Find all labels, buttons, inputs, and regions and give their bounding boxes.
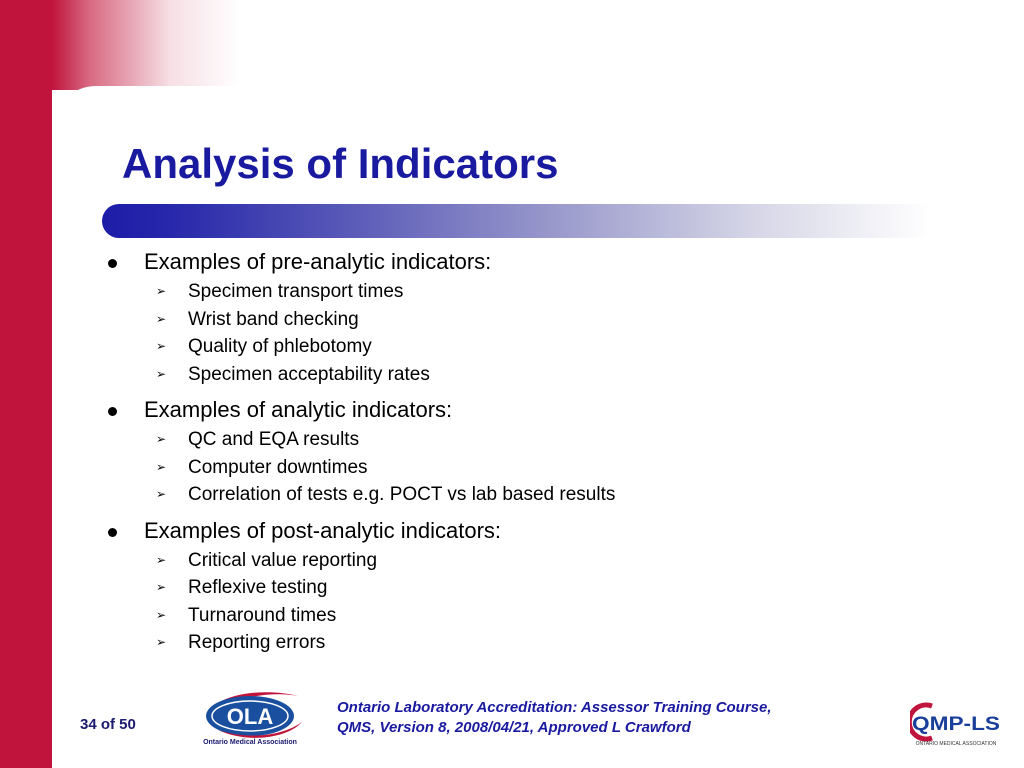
arrow-bullet-icon: ➢ [156,635,167,649]
left-accent-bar [0,0,52,768]
sub-bullet-item [100,454,980,482]
sub-bullet-text: Computer downtimes [188,456,368,478]
bullet-icon [108,259,117,268]
ola-logo-caption: Ontario Medical Association [203,739,297,746]
slide-body [100,246,980,663]
qmp-logo-caption: ONTARIO MEDICAL ASSOCIATION [915,741,997,747]
arrow-bullet-icon: ➢ [156,552,167,567]
sub-bullet-item [100,602,980,630]
slide-title: Analysis of Indicators [122,140,559,187]
sub-bullet-item [100,481,980,509]
footer-text [337,698,772,738]
arrow-bullet-icon: ➢ [156,311,167,326]
sub-bullet-item [100,278,980,306]
title-underline-bar [102,204,930,238]
sub-bullet-item [100,306,980,334]
sub-bullet-text: Critical value reporting [188,549,378,571]
sub-bullet-item [100,547,980,575]
ola-logo-text: OLA [226,704,274,729]
arrow-bullet-icon: ➢ [156,580,167,594]
sub-bullet-text: Specimen acceptability rates [188,363,430,385]
sub-bullet-text: Reflexive testing [188,577,328,598]
sub-bullet-text: Quality of phlebotomy [188,336,372,357]
pre-analytic-section [100,246,980,388]
arrow-bullet-icon: ➢ [156,432,167,446]
top-accent-gradient [0,0,240,90]
arrow-bullet-icon: ➢ [156,459,167,474]
qmp-ls-logo [910,700,1002,748]
section-heading: Examples of analytic indicators: [144,397,453,422]
qmp-logo-text: QMP-LS [912,714,1000,735]
arrow-bullet-icon: ➢ [156,487,167,501]
bullet-item [100,394,980,426]
ola-logo [198,686,308,746]
bullet-icon [108,528,117,537]
sub-bullet-item [100,574,980,602]
section-heading: Examples of pre-analytic indicators: [144,249,492,274]
sub-bullet-item [100,333,980,361]
analytic-section [100,394,980,509]
sub-bullet-item [100,361,980,389]
sub-bullet-item [100,629,980,657]
bullet-icon [108,407,117,416]
bullet-item [100,246,980,278]
page-number: 34 of 50 [80,716,136,733]
post-analytic-section [100,515,980,657]
arrow-bullet-icon: ➢ [156,339,167,353]
section-heading: Examples of post-analytic indicators: [144,517,502,543]
bullet-item [100,515,980,547]
sub-bullet-text: Wrist band checking [188,308,359,330]
sub-bullet-text: QC and EQA results [188,429,360,450]
arrow-bullet-icon: ➢ [156,284,167,298]
sub-bullet-text: Specimen transport times [188,281,404,302]
arrow-bullet-icon: ➢ [156,366,167,381]
arrow-bullet-icon: ➢ [156,607,167,622]
sub-bullet-text: Reporting errors [188,632,326,653]
sub-bullet-text: Correlation of tests e.g. POCT vs lab based results [188,484,616,505]
footer-line-1: Ontario Laboratory Accreditation: Assessor Training Course, [337,699,772,716]
sub-bullet-item [100,426,980,454]
sub-bullet-text: Turnaround times [188,604,337,626]
footer-line-2: QMS, Version 8, 2008/04/21, Approved L Crawford [337,719,691,736]
